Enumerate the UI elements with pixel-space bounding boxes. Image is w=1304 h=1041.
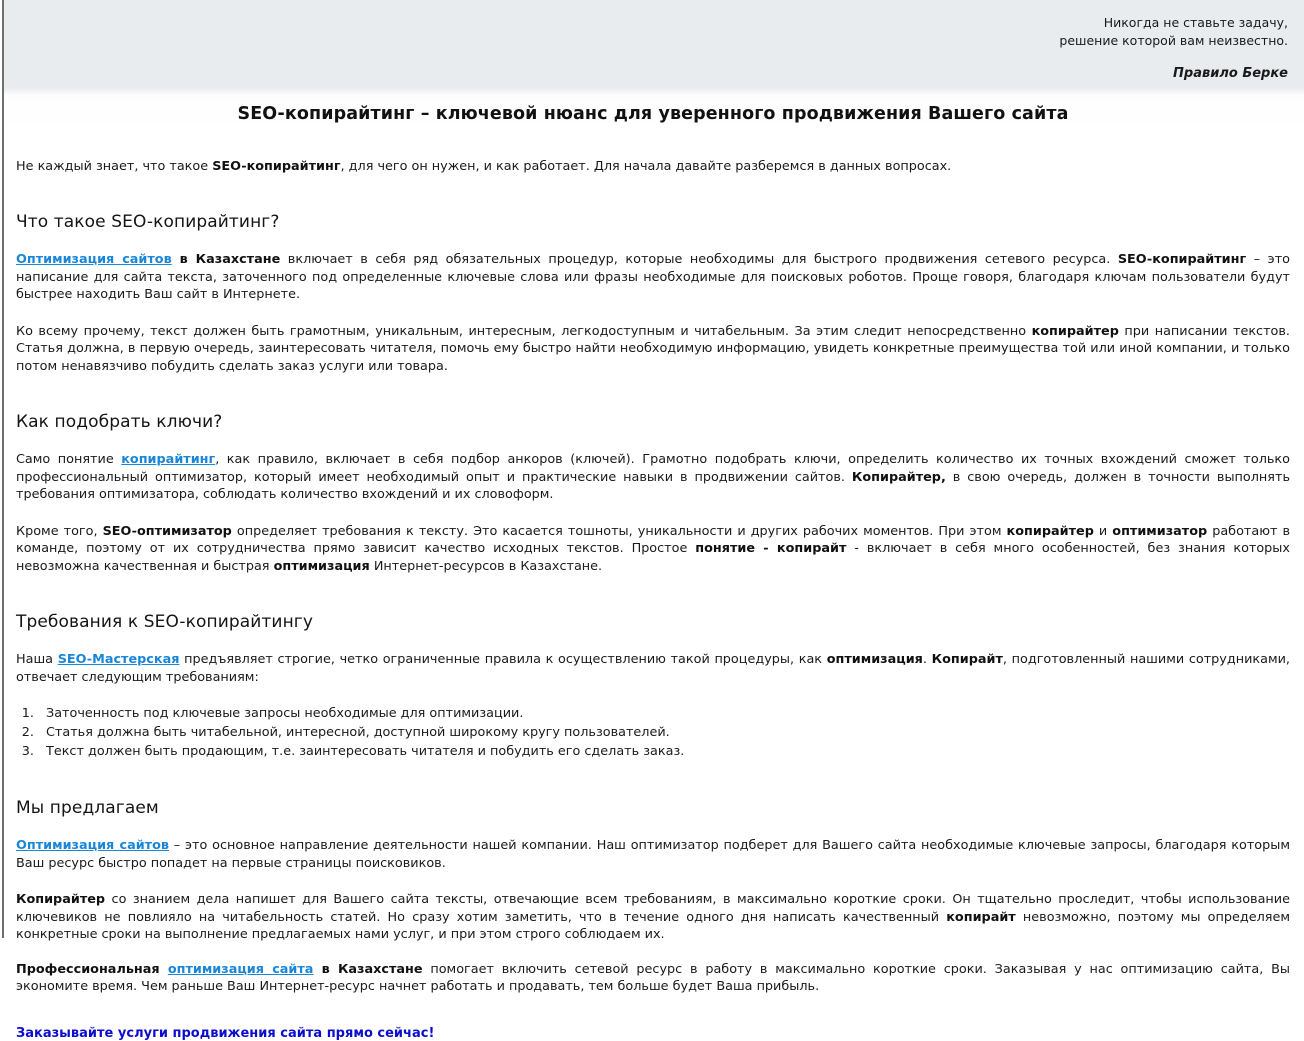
s2p2-text-0: Кроме того, <box>16 523 103 539</box>
s4p1-text-1: – это основное направление деятельности нашей компании. Наш оптимизатор подберет для Вашего сайта необходимые ключевые запросы, благодаря которым Ваш ресурс быстро попадет на первые страницы поисковиков. <box>16 838 1290 871</box>
section-4-paragraph-1 <box>16 837 1290 872</box>
list-item: 2. Статья должна быть читабельной, интересной, доступной широкому кругу пользователей. <box>38 723 1290 742</box>
link-kopirayting[interactable]: копирайтинг <box>121 452 216 467</box>
requirements-list <box>16 704 1290 761</box>
link-optimizaciya-sayta[interactable]: оптимизация сайта <box>167 961 314 977</box>
s3p1-text-0: Наша <box>16 652 58 667</box>
s1p1-text-1: включает в себя ряд обязательных процедур, которые необходимы для быстрого продвижения сетевого ресурса. <box>280 252 1118 267</box>
section-4-paragraph-3 <box>16 961 1290 996</box>
section-heading-requirements: Требования к SEO-копирайтингу <box>16 612 313 632</box>
s3p1-bold-2: Копирайт <box>931 652 1003 667</box>
list-item: 1. Заточенность под ключевые запросы необходимые для оптимизации. <box>38 704 1290 723</box>
section-2-paragraph-2 <box>16 523 1290 576</box>
s1p1-bold-1: в Казахстане <box>171 252 281 267</box>
s1p2-bold-1: копирайтер <box>1031 323 1119 339</box>
s1p2-text-1: Ко всему прочему, текст должен быть грамотным, уникальным, интересным, легкодоступным и читабельным. За этим следит непосредственно <box>16 323 1032 339</box>
s4p2-bold-1: Копирайтер <box>16 892 106 907</box>
section-1-paragraph-2 <box>16 323 1290 376</box>
lead-bold-1: SEO-копирайтинг <box>212 159 341 174</box>
lead-paragraph <box>16 158 1290 175</box>
s3p1-text-2: . <box>922 652 932 667</box>
s2p2-bold-5: оптимизация <box>273 558 370 574</box>
epigraph <box>1059 14 1288 83</box>
link-optimizaciya-saytov-1[interactable]: Оптимизация сайтов <box>16 252 172 267</box>
s2p2-text-4: - включает в себя много особенностей, без знания которых невозможна качественная и быстрая <box>16 541 1290 574</box>
section-heading-we-offer: Мы предлагаем <box>16 798 159 818</box>
section-1-paragraph-1 <box>16 251 1290 304</box>
s4p2-bold-2: копирайт <box>946 909 1016 925</box>
section-3-paragraph-1 <box>16 651 1290 686</box>
s4p2-text-1: со знанием дела напишет для Вашего сайта тексты, отвечающие всем требованиям, в максимально короткие сроки. Он тщательно проследит, чтобы использование ключевиков не повлияло на читабельность статей. Но сразу хотим заметить, что в течение одного дня написать качественный <box>16 892 1290 925</box>
s2p2-bold-2: копирайтер <box>1006 523 1094 539</box>
s1p1-bold-2: SEO-копирайтинг <box>1117 252 1247 267</box>
section-heading-what-is-seo: Что такое SEO-копирайтинг? <box>16 212 280 232</box>
epigraph-attribution: Правило Берке <box>1173 66 1288 81</box>
s2p2-bold-1: SEO-оптимизатор <box>102 523 232 539</box>
s2p1-text-2: в свою очередь, должен в точности выполнять требования оптимизатора, соблюдать количество вхождений и их словоформ. <box>16 469 1290 502</box>
s2p2-text-5: Интернет-ресурсов в Казахстане. <box>369 558 603 574</box>
s4p3-text-1: помогает включить сетевой ресурс в работу в максимально короткие сроки. Заказывая у нас оптимизацию сайта, Вы экономите время. Чем раньше Ваш Интернет-ресурс начнет работать и продавать, тем больше будет Ваша прибыль. <box>16 961 1291 994</box>
s2p2-bold-3: оптимизатор <box>1112 523 1208 539</box>
lead-text-2: , для чего он нужен, и как работает. Для начала давайте разберемся в данных вопросах. <box>340 159 952 174</box>
link-optimizaciya-saytov-2[interactable]: Оптимизация сайтов <box>16 838 169 853</box>
s2p2-text-2: и <box>1093 523 1113 539</box>
section-2-paragraph-1 <box>16 451 1290 504</box>
s3p1-text-1: предъявляет строгие, четко ограниченные правила к осуществлению такой процедуры, как <box>179 652 827 667</box>
s2p2-text-1: определяет требования к тексту. Это касается тошноты, уникальности и других рабочих моментов. При этом <box>231 523 1007 539</box>
s4p2-text-2: невозможно, поэтому мы определяем конкретные сроки на выполнение предлагаемых нами услуг, и при этом строго соблюдаем их. <box>16 909 1290 942</box>
lead-text-1: Не каждый знает, что такое <box>16 159 213 174</box>
link-seo-masterskaya[interactable]: SEO-Мастерская <box>57 652 180 667</box>
epigraph-line-1: Никогда не ставьте задачу, <box>1103 15 1288 30</box>
s2p2-bold-4: понятие - копирайт <box>695 541 847 556</box>
call-to-action: Заказывайте услуги продвижения сайта прямо сейчас! <box>16 1025 435 1041</box>
section-4-paragraph-2 <box>16 891 1290 944</box>
list-item: 3. Текст должен быть продающим, т.е. заинтересовать читателя и побудить его сделать заказ. <box>38 742 1290 761</box>
s4p3-bold-2: в Казахстане <box>313 961 423 977</box>
s4p3-bold-1: Профессиональная <box>16 961 168 977</box>
document-content <box>16 104 1290 1041</box>
epigraph-line-2: решение которой вам неизвестно. <box>1059 33 1288 48</box>
s3p1-bold-1: оптимизация <box>826 652 923 667</box>
s2p1-text-1: , как правило, включает в себя подбор анкоров (ключей). Грамотно подобрать ключи, определить количество их точных вхождений сможет только профессиональный оптимизатор, который имеет необходимый опыт и практические навыки в продвижении сайтов. <box>16 452 1290 485</box>
s1p1-text-2: – это написание для сайта текста, заточенного под определенные ключевые слова или фразы необходимые для поисковых роботов. Проще говоря, благодаря ключам пользователи будут быстрее находить Ваш сайт в Интернете. <box>16 252 1290 302</box>
s2p1-bold-1: Копирайтер, <box>851 469 946 485</box>
s3p1-text-3: , подготовленный нашими сотрудниками, отвечает следующим требованиям: <box>16 652 1290 685</box>
page-title: SEO-копирайтинг – ключевой нюанс для уверенного продвижения Вашего сайта <box>237 104 1069 124</box>
s2p1-text-0: Само понятие <box>16 452 122 467</box>
s2p2-text-3: работают в команде, поэтому от их сотрудничества прямо зависит качество исходных текстов. Простое <box>16 523 1291 556</box>
s1p2-text-2: при написании текстов. Статья должна, в первую очередь, заинтересовать читателя, помочь ему быстро найти необходимую информацию, увидеть конкретные преимущества той или иной компании, и только потом ненавязчиво побудить сделать заказ услуги или товара. <box>16 323 1290 374</box>
section-heading-how-to-pick-keys: Как подобрать ключи? <box>16 412 223 432</box>
